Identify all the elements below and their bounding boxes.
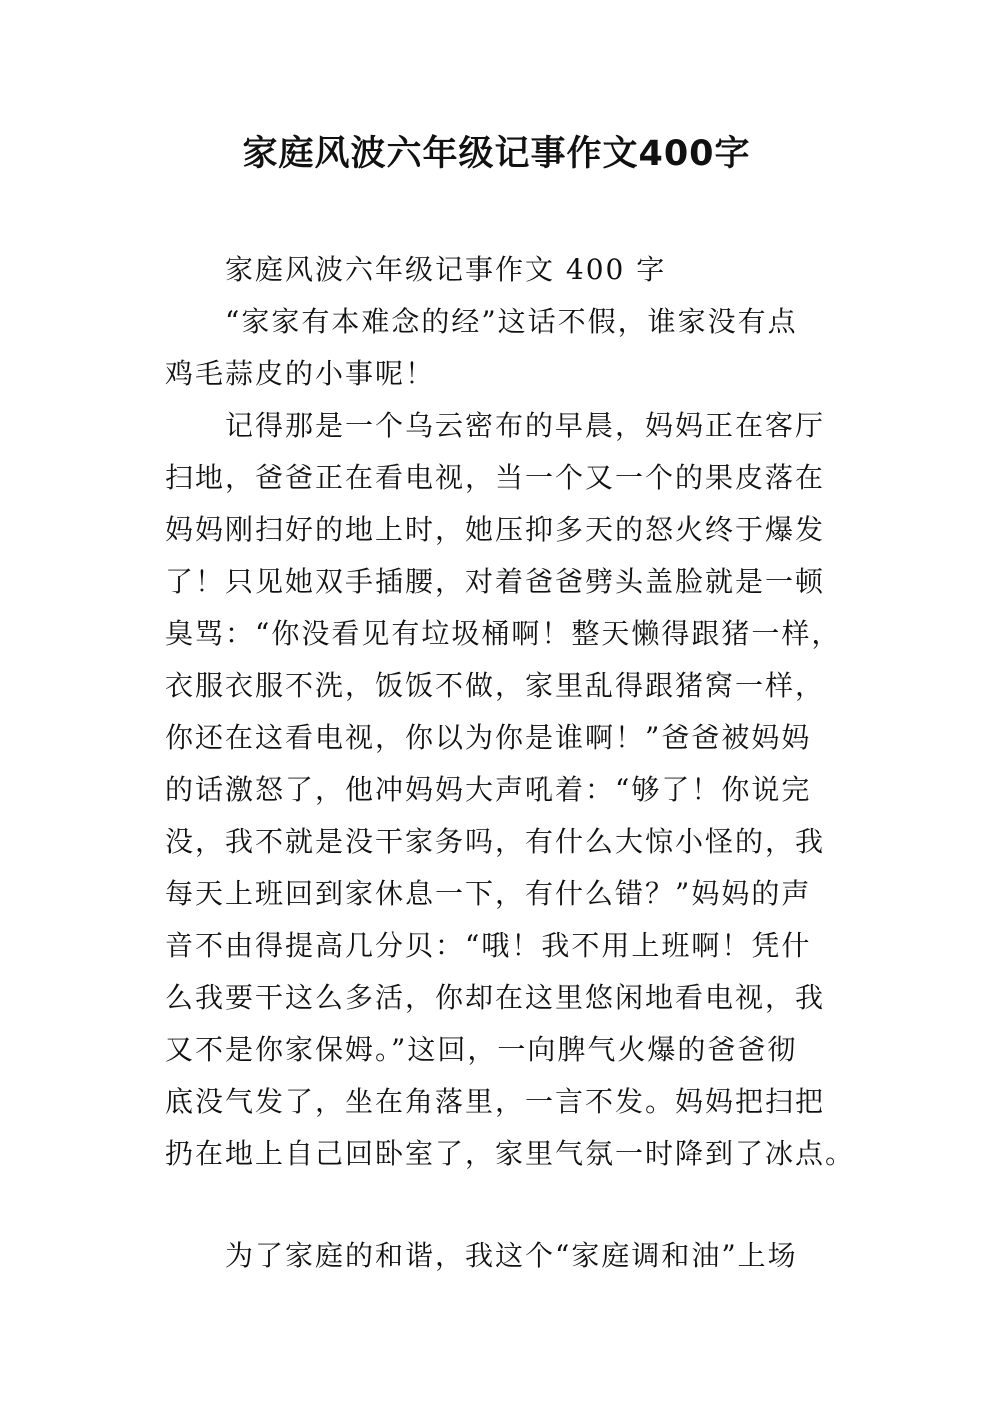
text-line: 衣服衣服不洗，饭饭不做，家里乱得跟猪窝一样， (165, 669, 826, 702)
text-line: 你还在这看电视，你以为你是谁啊！”爸爸被妈妈 (165, 721, 812, 754)
text-line: “家家有本难念的经”这话不假，谁家没有点 (225, 305, 798, 338)
text-line: 妈妈刚扫好的地上时，她压抑多天的怒火终于爆发 (165, 513, 826, 546)
text-line: 么我要干这么多活，你却在这里悠闲地看电视，我 (165, 981, 826, 1014)
text-line: 音不由得提高几分贝：“哦！我不用上班啊！凭什 (165, 929, 812, 962)
text-line: 臭骂：“你没看见有垃圾桶啊！整天懒得跟猪一样， (165, 617, 842, 650)
text-line: 家庭风波六年级记事作文 400 字 (225, 253, 667, 286)
text-line: 了！只见她双手插腰，对着爸爸劈头盖脸就是一顿 (165, 565, 826, 598)
text-line: 没，我不就是没干家务吗，有什么大惊小怪的，我 (165, 825, 826, 858)
text-line: 为了家庭的和谐，我这个“家庭调和油”上场 (225, 1239, 798, 1272)
text-line: 的话激怒了，他冲妈妈大声吼着：“够了！你说完 (165, 773, 812, 806)
text-line: 鸡毛蒜皮的小事呢！ (165, 357, 436, 390)
text-line: 记得那是一个乌云密布的早晨，妈妈正在客厅 (225, 409, 826, 442)
text-line: 又不是你家保姆。”这回，一向脾气火爆的爸爸彻 (165, 1033, 798, 1066)
text-line: 扫地，爸爸正在看电视，当一个又一个的果皮落在 (165, 461, 826, 494)
text-line: 扔在地上自己回卧室了，家里气氛一时降到了冰点。 (165, 1137, 856, 1170)
text-line: 底没气发了，坐在角落里，一言不发。妈妈把扫把 (165, 1085, 826, 1118)
paragraph-gap (165, 1180, 845, 1230)
text-line: 每天上班回到家休息一下，有什么错？”妈妈的声 (165, 877, 812, 910)
document-title: 家庭风波六年级记事作文400字 (242, 134, 751, 174)
document-body (165, 244, 856, 1282)
